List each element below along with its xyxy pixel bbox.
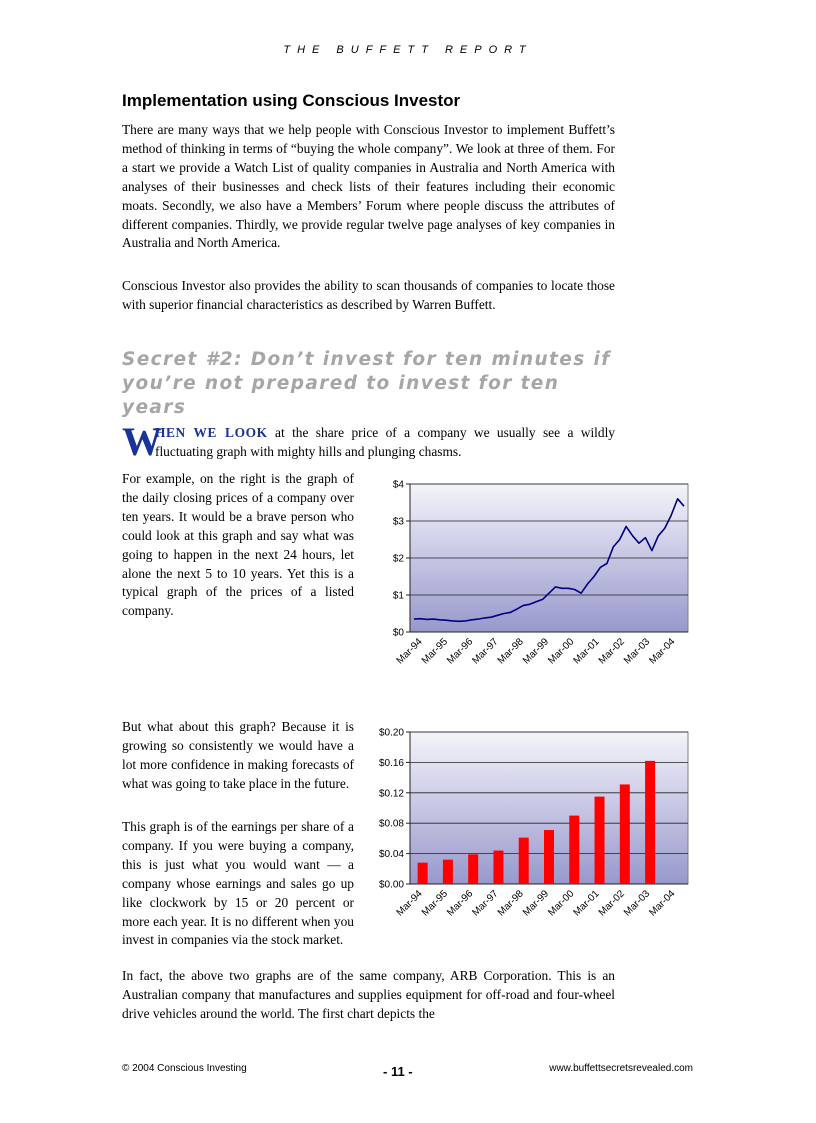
section-heading: Implementation using Conscious Investor bbox=[122, 91, 461, 110]
price-y-tick-label: $3 bbox=[392, 516, 404, 528]
price-x-tick-label: Mar-96 bbox=[445, 636, 476, 667]
eps-x-tick-label: Mar-98 bbox=[495, 888, 526, 919]
paragraph-implementation: There are many ways that we help people with Conscious Investor to implement Buffett’s method of thinking in terms of “buying the whole company”. We look at three of them. For a start we provide a Watch List of quality companies in Australia and North America with analyses of their businesses and check lists of their features including their economic moats. Secondly, we also have a Members’ Forum where people discuss the attributes of different companies. Thirdly, we provide regular twelve page analyses of key companies in Australia and North America. bbox=[122, 122, 615, 251]
price-graph-paragraph: For example, on the right is the graph of the daily closing prices of a company over ten years. It would be a brave person who could look at this graph and say what was going to happen in the next 24 hours, let alone the next 5 to 10 years. Yet this is a typical graph of the prices of a listed company. bbox=[122, 471, 354, 619]
eps-bar bbox=[620, 784, 630, 884]
price-y-tick-label: $0 bbox=[392, 627, 404, 639]
eps-y-tick-label: $0.20 bbox=[378, 727, 404, 739]
eps-bar bbox=[645, 761, 655, 884]
footer-copyright: © 2004 Conscious Investing bbox=[122, 1063, 247, 1074]
eps-x-tick-label: Mar-01 bbox=[571, 888, 602, 919]
price-x-tick-label: Mar-04 bbox=[647, 636, 678, 667]
price-x-tick-label: Mar-03 bbox=[622, 636, 653, 667]
eps-bar bbox=[569, 816, 579, 884]
share-price-chart bbox=[360, 472, 700, 712]
price-x-tick-label: Mar-02 bbox=[596, 636, 627, 667]
eps-bar bbox=[493, 851, 503, 884]
lead-in: HEN WE LOOK bbox=[155, 425, 268, 440]
eps-x-tick-label: Mar-97 bbox=[470, 888, 501, 919]
price-y-tick-label: $1 bbox=[392, 590, 404, 602]
eps-x-tick-label: Mar-04 bbox=[647, 888, 678, 919]
eps-y-tick-label: $0.12 bbox=[378, 788, 404, 800]
eps-bar bbox=[519, 838, 529, 884]
footer-website: www.buffettsecretsrevealed.com bbox=[549, 1063, 693, 1074]
eps-x-tick-label: Mar-02 bbox=[596, 888, 627, 919]
intro-text: at the share price of a company we usually see a wildly fluctuating graph with mighty hills and plunging chasms. bbox=[155, 425, 615, 459]
intro-paragraph bbox=[122, 419, 615, 464]
price-x-tick-label: Mar-00 bbox=[546, 636, 577, 667]
eps-y-tick-label: $0.00 bbox=[378, 879, 404, 891]
price-x-tick-label: Mar-95 bbox=[419, 636, 451, 667]
price-x-tick-label: Mar-01 bbox=[571, 636, 602, 667]
price-y-tick-label: $2 bbox=[392, 553, 404, 565]
earnings-per-share-chart bbox=[360, 722, 700, 952]
paragraph-scan: Conscious Investor also provides the ability to scan thousands of companies to locate those with superior financial characteristics as described by Warren Buffett. bbox=[122, 278, 615, 312]
eps-bar bbox=[443, 860, 453, 884]
eps-bar bbox=[418, 863, 428, 884]
page-number: - 11 - bbox=[383, 1064, 413, 1079]
eps-x-tick-label: Mar-95 bbox=[419, 888, 451, 919]
price-x-tick-label: Mar-98 bbox=[495, 636, 526, 667]
eps-x-tick-label: Mar-03 bbox=[622, 888, 653, 919]
secret-heading: Secret #2: Don’t invest for ten minutes if you’re not prepared to invest for ten years bbox=[122, 349, 611, 418]
eps-x-tick-label: Mar-99 bbox=[520, 888, 552, 919]
eps-y-tick-label: $0.04 bbox=[378, 849, 404, 861]
eps-bar bbox=[595, 797, 605, 884]
price-x-tick-label: Mar-97 bbox=[470, 636, 501, 667]
running-header: THE BUFFETT REPORT bbox=[283, 44, 533, 56]
price-x-tick-label: Mar-94 bbox=[394, 636, 425, 667]
price-y-tick-label: $4 bbox=[392, 479, 404, 491]
price-x-tick-label: Mar-99 bbox=[520, 636, 552, 667]
eps-bar bbox=[468, 854, 478, 884]
eps-y-tick-label: $0.16 bbox=[378, 757, 404, 769]
earnings-graph-intro: But what about this graph? Because it is growing so consistently we would have a lot more confidence in making forecasts of what was going to take place in the future. bbox=[122, 719, 354, 791]
eps-bar bbox=[544, 830, 554, 884]
drop-cap: W bbox=[122, 419, 162, 464]
earnings-graph-paragraph: This graph is of the earnings per share of a company. If you were buying a company, this is just what you would want — a company whose earnings and sales go up like clockwork by 15 or 20 percent or more each year. It is no different when you invest in companies via the stock market. bbox=[122, 819, 354, 948]
closing-paragraph: In fact, the above two graphs are of the same company, ARB Corporation. This is an Australian company that manufactures and supplies equipment for off-road and four-wheel drive vehicles around the world. The first chart depicts the bbox=[122, 968, 615, 1021]
eps-x-tick-label: Mar-94 bbox=[394, 888, 425, 919]
eps-x-tick-label: Mar-96 bbox=[445, 888, 476, 919]
eps-y-tick-label: $0.08 bbox=[378, 818, 404, 830]
eps-x-tick-label: Mar-00 bbox=[546, 888, 577, 919]
